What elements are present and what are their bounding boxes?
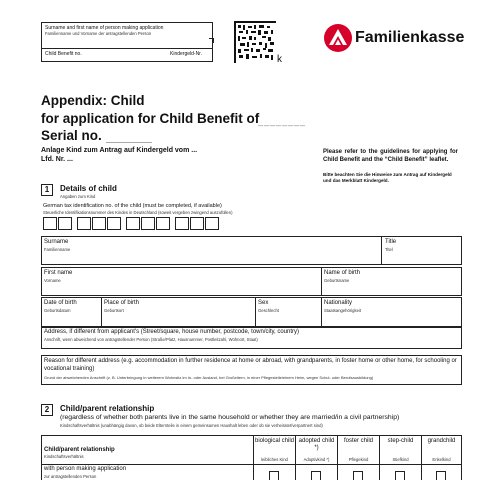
- dob-field[interactable]: [41, 297, 102, 327]
- reason-label-de: Grund der abweichenden Anschrift (z. B. Unterbringung in weiterem Wohnsitz im In- oder Ausland, bei Großeltern, in einer Pflegestelle/einem Heim, wegen Schul- oder Berufsausbildung): [44, 375, 374, 380]
- first-name-field[interactable]: [41, 267, 322, 296]
- birth-name-label: Name of birth: [324, 270, 361, 276]
- reason-field[interactable]: [41, 355, 462, 385]
- cb-number-label-de: Kindergeld-Nr.: [170, 51, 202, 57]
- tax-id-label: German tax identification no. of the child (must be completed, if available): [43, 203, 222, 209]
- tax-id-digit-box[interactable]: [156, 217, 170, 230]
- section2-subtitle-de: Kindschaftsverhältnis (unabhängig davon, ob beide Elternteile in einem gemeinsamen Haushalt leben oder ob sie verheiratet/verpartnert sind): [60, 423, 323, 428]
- tax-id-digit-box[interactable]: [126, 217, 140, 230]
- col-adopted-label-de: Adoptivkind *): [303, 457, 330, 462]
- col-step-label: step-child: [387, 438, 414, 444]
- guidelines-note-de: Bitte beachten Sie die Hinweise zum Antrag auf Kindergeld und das Merkblatt Kindergeld.: [323, 172, 452, 183]
- address-label: Address, if different from applicant's (Street/square, house number, postcode, town/city, country): [44, 329, 300, 335]
- adopted-checkbox[interactable]: [311, 471, 321, 480]
- cb-number-field[interactable]: [42, 49, 212, 61]
- familienkasse-logo-icon: [324, 24, 352, 52]
- cb-number-label: Child Benefit no.: [45, 51, 82, 57]
- biological-checkbox[interactable]: [269, 471, 279, 480]
- tax-id-digit-box[interactable]: [205, 217, 219, 230]
- tax-id-digit-box[interactable]: [141, 217, 155, 230]
- col-step-label-de: Stiefkind: [392, 457, 409, 462]
- applicant-box-corner: [209, 38, 214, 43]
- section2-title: Child/parent relationship: [60, 404, 155, 413]
- heading-line1: Appendix: Child: [41, 93, 145, 108]
- tax-id-digit-box[interactable]: [175, 217, 189, 230]
- section1-number: 1: [41, 184, 53, 196]
- tax-id-digit-box[interactable]: [43, 217, 57, 230]
- relationship-table-head-de: Kindschaftsverhältnis: [44, 454, 84, 459]
- relationship-table: [41, 435, 462, 480]
- heading-sub2: Lfd. Nr. ...: [41, 156, 73, 163]
- relationship-table-head: Child/parent relationship: [44, 447, 115, 453]
- heading-line3: Serial no.: [41, 128, 102, 143]
- surname-field[interactable]: [41, 236, 382, 265]
- section2-subtitle: (regardless of whether both parents live in the same household or whether they are married/in a civil partnership): [60, 414, 400, 421]
- col-grand-label: grandchild: [427, 438, 456, 444]
- nationality-label: Nationality: [324, 300, 353, 306]
- applicant-name-label: Surname and first name of person making application: [45, 25, 164, 31]
- dob-label-de: Geburtsdatum: [44, 308, 71, 313]
- brand-name: Familienkasse: [355, 29, 465, 46]
- tax-id-boxes[interactable]: [43, 217, 263, 230]
- sex-label: Sex: [258, 300, 269, 306]
- title-field[interactable]: [381, 236, 462, 265]
- barcode-icon: [234, 21, 276, 63]
- col-foster-label: foster child: [343, 438, 373, 444]
- col-biological-label: biological child: [254, 438, 295, 444]
- foster-checkbox[interactable]: [353, 471, 363, 480]
- address-label-de: Anschrift, wenn abweichend von antragstellender Person (Straße/Platz, Hausnummer, Postleitzahl, Wohnort, Staat): [44, 337, 258, 342]
- tax-id-label-de: Steuerliche Identifikationsnummer des Kindes in Deutschland (soweit vergeben zwingend auszufüllen): [43, 210, 233, 215]
- first-name-label-de: Vorname: [44, 278, 61, 283]
- guidelines-note: Please refer to the guidelines for applying for Child Benefit and the “Child Benefit” leaflet.: [323, 149, 458, 163]
- address-field[interactable]: [41, 327, 462, 349]
- section1-title-de: Angaben zum Kind: [60, 194, 96, 199]
- birth-name-field[interactable]: [321, 267, 462, 296]
- surname-label: Surname: [44, 239, 69, 245]
- birth-name-label-de: Geburtsname: [324, 278, 350, 283]
- row1-label-de: zur antragstellenden Person: [44, 474, 97, 479]
- col-biological-label-de: leibliches Kind: [261, 457, 288, 462]
- first-name-label: First name: [44, 270, 73, 276]
- serial-blank-line[interactable]: [106, 142, 152, 143]
- tax-id-digit-box[interactable]: [92, 217, 106, 230]
- applicant-name-label-de: Familienname und Vorname der antragstellenden Person: [45, 31, 152, 36]
- heading-date-blank[interactable]: ________: [258, 116, 307, 126]
- surname-label-de: Familienname: [44, 247, 71, 252]
- barcode-suffix: k: [277, 54, 282, 65]
- grand-checkbox[interactable]: [436, 471, 446, 480]
- pob-label-de: Geburtsort: [104, 308, 124, 313]
- col-foster-label-de: Pflegekind: [348, 457, 369, 462]
- sex-field[interactable]: [255, 297, 322, 327]
- heading-sub1: Anlage Kind zum Antrag auf Kindergeld vom ...: [41, 147, 198, 154]
- col-adopted-label: adopted child *): [298, 438, 335, 451]
- title-label: Title: [385, 239, 397, 245]
- section1-title: Details of child: [60, 184, 117, 193]
- applicant-box: [41, 22, 213, 62]
- reason-label: Reason for different address (e.g. accommodation in further residence at home or abroad, with grandparents, in foster home or other home, for schooling or vocational training): [44, 358, 457, 372]
- row1-label: with person making application: [44, 466, 127, 472]
- tax-id-digit-box[interactable]: [107, 217, 121, 230]
- step-checkbox[interactable]: [395, 471, 405, 480]
- section2-number: 2: [41, 404, 53, 416]
- pob-field[interactable]: [101, 297, 256, 327]
- nationality-field[interactable]: [321, 297, 462, 327]
- tax-id-digit-box[interactable]: [58, 217, 72, 230]
- nationality-label-de: Staatsangehörigkeit: [324, 308, 362, 313]
- col-grand-label-de: Enkelkind: [432, 457, 451, 462]
- pob-label: Place of birth: [104, 300, 140, 306]
- tax-id-digit-box[interactable]: [190, 217, 204, 230]
- title-label-de: Titel: [385, 247, 393, 252]
- dob-label: Date of birth: [44, 300, 77, 306]
- heading-line2: for application for Child Benefit of: [41, 111, 260, 126]
- tax-id-digit-box[interactable]: [77, 217, 91, 230]
- applicant-name-field[interactable]: [42, 23, 212, 49]
- sex-label-de: Geschlecht: [258, 308, 279, 313]
